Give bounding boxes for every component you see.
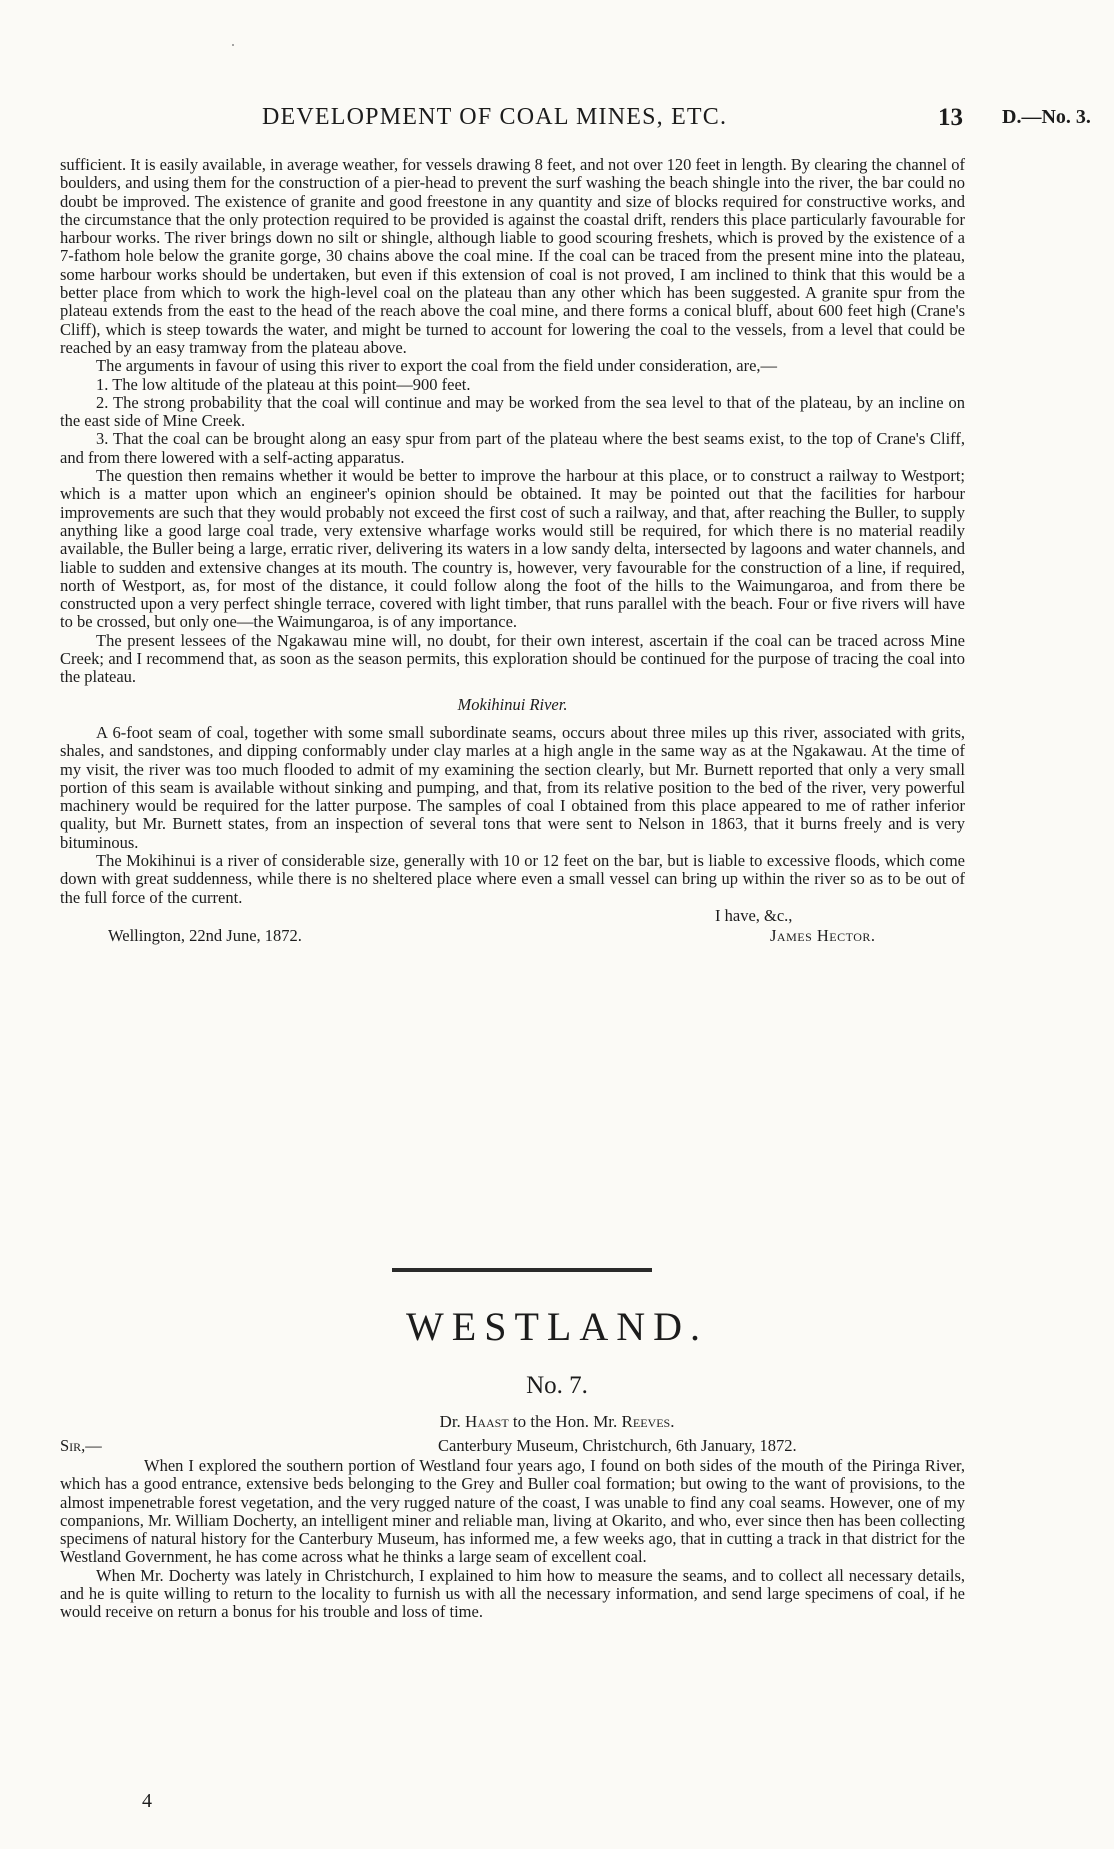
speck [232, 44, 234, 46]
printer-signature-mark: 4 [142, 1790, 152, 1812]
report-body [60, 156, 965, 947]
closing: I have, &c., [715, 905, 793, 925]
sender-address: Canterbury Museum, Christchurch, 6th January, 1872. [438, 1436, 797, 1455]
header-title: DEVELOPMENT OF COAL MINES, ETC. [262, 104, 728, 130]
letter-body [60, 1437, 965, 1622]
doc-reference: D.—No. 3. [1002, 106, 1091, 128]
author-name: James Hector. [770, 925, 876, 945]
running-header [0, 96, 1114, 136]
section-divider [392, 1268, 652, 1272]
document-number: No. 7. [526, 1372, 588, 1399]
list-item: 2. The strong probability that the coal will continue and may be worked from the sea level to that of the plateau, by an incline on the east side of Mine Creek. [60, 392, 965, 431]
salutation-row [60, 1437, 965, 1457]
argument-list [60, 376, 965, 467]
paragraph: The arguments in favour of using this river to export the coal from the field under consideration, are,— [96, 356, 778, 376]
list-item: 1. The low altitude of the plateau at this point—900 feet. [96, 374, 471, 394]
paragraph: When Mr. Docherty was lately in Christchurch, I explained to him how to measure the seams, and to collect all necessary details, and he is quite willing to return to the locality to furnish us with all the necessary information, and send large specimens of coal, if he would receive on return a bonus for his trouble and loss of time. [60, 1565, 965, 1622]
section-subheading: Mokihinui River. [457, 694, 568, 714]
from-name: Haast [465, 1412, 509, 1431]
from-prefix: Dr. [439, 1412, 466, 1431]
section-title: WESTLAND. [406, 1304, 708, 1349]
paragraph: A 6-foot seam of coal, together with some small subordinate seams, occurs about three miles up this river, associated with grits, shales, and sandstones, and dipping conformably under clay marles at a high angle in the same way as at the Ngakawau. At the time of my visit, the river was too much flooded to admit of my examining the section clearly, but Mr. Burnett reported that only a very small portion of this seam is available without sinking and pumping, and that, from its relative position to the bed of the river, very powerful machinery would be required for the latter purpose. The samples of coal I obtained from this place appeared to me of rather inferior quality, but Mr. Burnett states, from an inspection of several tons that were sent to Nelson in 1863, that it burns freely and is very bituminous. [60, 722, 965, 852]
paragraph: The question then remains whether it would be better to improve the harbour at this place, or to construct a railway to Westport; which is a matter upon which an engineer's opinion should be obtained. It may be pointed out that the facilities for harbour improvements are such that they would probably not exceed the first cost of such a railway, and that, after reaching the Buller, to supply anything like a good large coal trade, very extensive wharfage works would still be required, for which there is no material readily available, the Buller being a large, erratic river, delivering its waters in a low sandy delta, intersected by lagoons and water channels, and liable to sudden and extensive changes at its mouth. The country is, however, very favourable for the construction of a line, if required, north of Westport, as, for most of the distance, it could follow along the foot of the hills to the Waimungaroa, and from there be constructed upon a very perfect shingle terrace, covered with light timber, that runs parallel with the beach. Four or five rivers will have to be crossed, but only one—the Waimungaroa, is of any importance. [60, 466, 965, 632]
paragraph: When I explored the southern portion of Westland four years ago, I found on both sides of the mouth of the Piringa River, which has a good entrance, extensive beds belonging to the Grey and Buller coal formation; but owing to the want of provisions, to the almost impenetrable forest vegetation, and the very rugged nature of the coast, I was unable to find any coal seams. However, one of my companions, Mr. William Docherty, an intelligent miner and reliable man, living at Okarito, and who, ever since then has been collecting specimens of natural history for the Canterbury Museum, has informed me, a few weeks ago, that in cutting a track in that district for the Westland Government, he has come across what he thinks a large seam of excellent coal. [60, 1456, 965, 1567]
list-item: 3. That the coal can be brought along an easy spur from part of the plateau where the best seams exist, to the top of Crane's Cliff, and from there lowered with a self-acting apparatus. [60, 429, 965, 467]
to-prefix: to the Hon. Mr. [508, 1412, 622, 1431]
paragraph: The present lessees of the Ngakawau mine will, no doubt, for their own interest, ascertain if the coal can be traced across Mine Creek; and I recommend that, as soon as the season permits, this exploration should be continued for the purpose of tracing the coal into the plateau. [60, 630, 965, 687]
paragraph: The Mokihinui is a river of considerable size, generally with 10 or 12 feet on the bar, but is liable to excessive floods, which come down with great suddenness, while there is no sheltered place where even a small vessel can bring up within the river so as to be out of the full force of the current. [60, 850, 965, 907]
to-name: Reeves. [621, 1412, 675, 1431]
signature-block [60, 907, 965, 947]
page-number: 13 [938, 104, 963, 131]
salutation: Sir,— [60, 1436, 102, 1455]
place-date: Wellington, 22nd June, 1872. [108, 925, 302, 945]
correspondence-line [0, 1412, 1114, 1432]
paragraph: sufficient. It is easily available, in average weather, for vessels drawing 8 feet, and not over 120 feet in length. By clearing the channel of boulders, and using them for the construction of a pier-head to prevent the surf washing the beach shingle into the river, the bar could no doubt be improved. The existence of granite and good freestone in any quantity and size of blocks required for constructive works, and the circumstance that the only protection required to be provided is against the coastal drift, renders this place particularly favourable for harbour works. The river brings down no silt or shingle, although liable to good scouring freshets, which is proved by the existence of a 7-fathom hole below the granite gorge, 30 chains above the coal mine. If the coal can be traced from the present mine into the plateau, some harbour works should be undertaken, but even if this extension of coal is not proved, I am inclined to think that this would be a better place from which to work the high-level coal on the plateau than any other which has been suggested. A granite spur from the plateau extends from the east to the head of the reach above the coal mine, and there forms a conical bluff, about 600 feet high (Crane's Cliff), which is steep towards the water, and might be turned to account for lowering the coal to the vessels, from a level that could be reached by an easy tramway from the plateau above. [60, 155, 965, 357]
